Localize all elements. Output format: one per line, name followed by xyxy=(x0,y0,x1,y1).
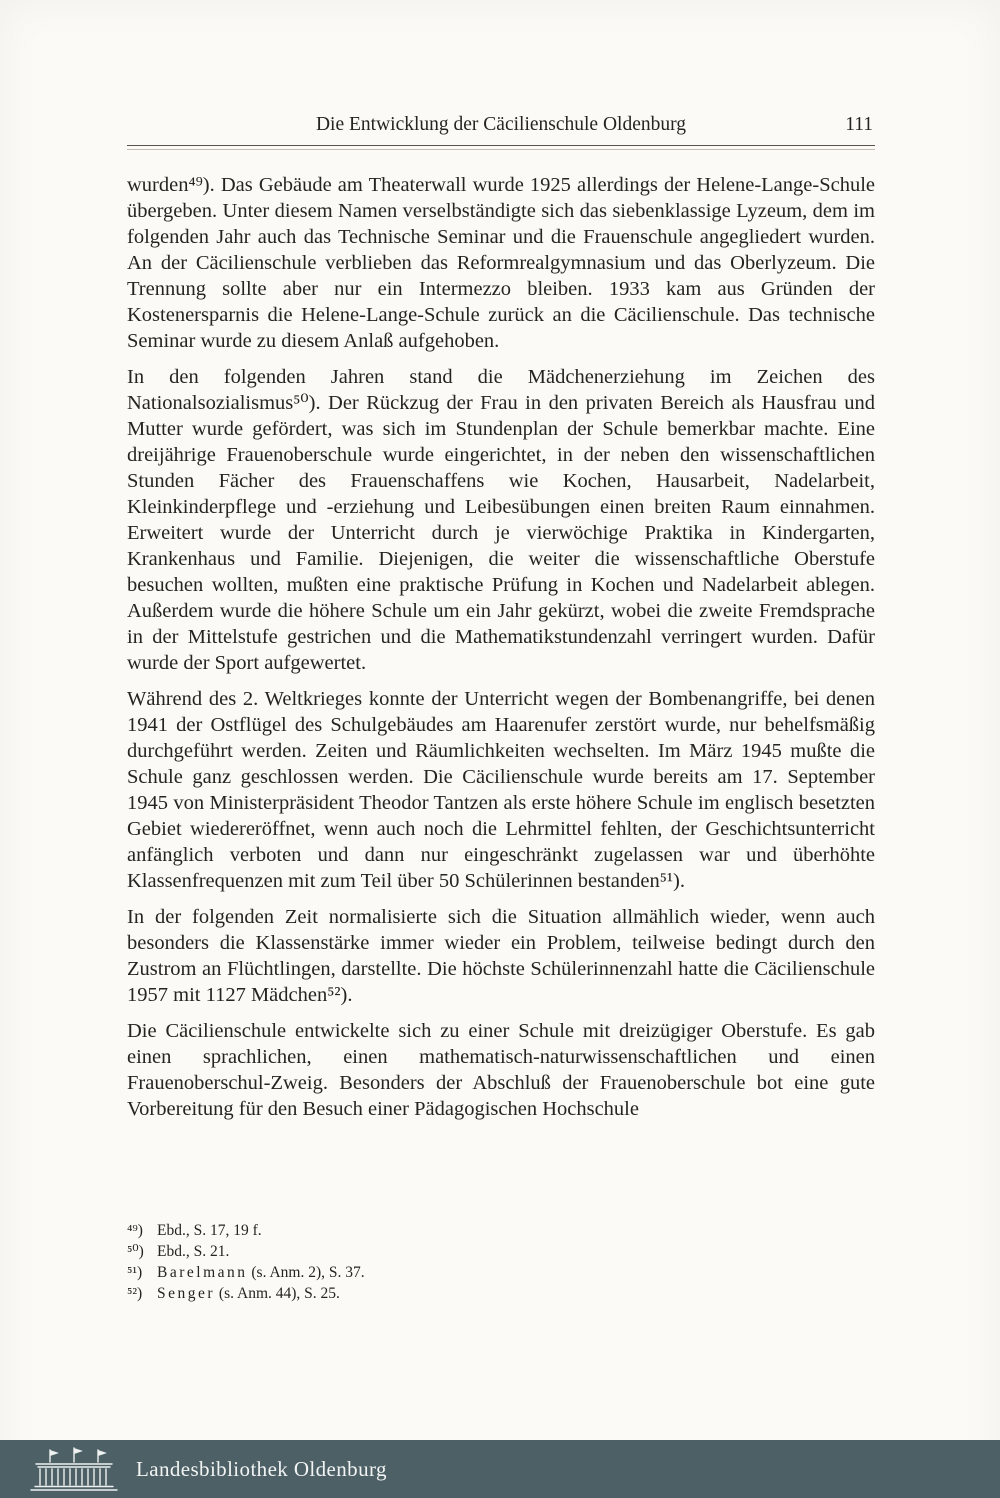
footnotes xyxy=(127,1220,875,1304)
library-building-icon xyxy=(28,1446,120,1492)
footnote-rest: Ebd., S. 17, 19 f. xyxy=(157,1222,262,1239)
running-title: Die Entwicklung der Cäcilienschule Oldenburg xyxy=(315,114,687,135)
footnote-author: Barelmann xyxy=(157,1264,248,1281)
page-number: 111 xyxy=(845,114,873,135)
footnote-text xyxy=(157,1220,875,1241)
footnote-rest: (s. Anm. 44), S. 25. xyxy=(215,1285,340,1302)
footer-bar xyxy=(0,1440,1000,1498)
footnote-rest: (s. Anm. 2), S. 37. xyxy=(247,1264,365,1281)
header-rule xyxy=(127,145,875,150)
footnote xyxy=(127,1283,875,1304)
footnote-marker: ⁵²) xyxy=(127,1285,143,1302)
body-paragraph: In der folgenden Zeit normalisierte sich die Situation allmählich wieder, wenn auch besonders die Klassenstärke immer wieder ein Problem, teilweise bedingt durch den Zustrom an Flüchtlingen, darstellte. Die höchste Schülerinnenzahl hatte die Cäcilienschule 1957 mit 1127 Mädchen⁵²). xyxy=(127,906,875,1006)
footnote-marker: ⁴⁹) xyxy=(127,1222,143,1239)
footnote xyxy=(127,1241,875,1262)
footnote-rest: Ebd., S. 21. xyxy=(157,1243,230,1260)
footnote-author: Senger xyxy=(157,1285,216,1302)
footnote-marker: ⁵⁰) xyxy=(127,1243,144,1260)
running-head xyxy=(127,112,875,140)
footnote xyxy=(127,1262,875,1283)
footnote-text xyxy=(157,1262,875,1283)
footnote-text xyxy=(157,1241,875,1262)
page-content xyxy=(127,112,875,1132)
body-paragraph: wurden⁴⁹). Das Gebäude am Theaterwall wurde 1925 allerdings der Helene-Lange-Schule übergeben. Unter diesem Namen verselbständigte sich das siebenklassige Lyzeum, dem im folgenden Jahr auch das Technische Seminar und die Frauenschule angegliedert wurden. An der Cäcilienschule verblieben das Reformrealgymnasium und das Oberlyzeum. Die Trennung sollte aber nur ein Intermezzo bleiben. 1933 kam aus Gründen der Kostenersparnis die Helene-Lange-Schule zurück an die Cäcilienschule. Das technische Seminar wurde zu diesem Anlaß aufgehoben. xyxy=(127,174,875,352)
library-name: Landesbibliothek Oldenburg xyxy=(136,1456,387,1481)
body-paragraph: Die Cäcilienschule entwickelte sich zu einer Schule mit dreizügiger Oberstufe. Es gab einen sprachlichen, einen mathematisch-naturwissenschaftlichen und einen Frauenoberschul-Zweig. Besonders der Abschluß der Frauenoberschule bot eine gute Vorbereitung für den Besuch einer Pädagogischen Hochschule xyxy=(127,1020,875,1120)
footnote-marker: ⁵¹) xyxy=(127,1264,143,1281)
body-text xyxy=(127,172,875,1122)
footnote-text xyxy=(157,1283,875,1304)
body-paragraph: Während des 2. Weltkrieges konnte der Unterricht wegen der Bombenangriffe, bei denen 1941 der Ostflügel des Schulgebäudes am Haarenufer zerstört wurde, nur behelfsmäßig durchgeführt werden. Zeiten und Räumlichkeiten wechselten. Im März 1945 mußte die Schule ganz geschlossen werden. Die Cäcilienschule wurde bereits am 17. September 1945 von Ministerpräsident Theodor Tantzen als erste höhere Schule im englisch besetzten Gebiet wiedereröffnet, wenn auch noch die Lehrmittel fehlten, der Geschichtsunterricht anfänglich verboten und dann nur eingeschränkt zugelassen war und überhöhte Klassenfrequenzen mit zum Teil über 50 Schülerinnen bestanden⁵¹). xyxy=(127,688,875,892)
footnote xyxy=(127,1220,875,1241)
body-paragraph: In den folgenden Jahren stand die Mädchenerziehung im Zeichen des Nationalsozialismus⁵⁰). Der Rückzug der Frau in den privaten Bereich als Hausfrau und Mutter wurde gefördert, was sich im Stundenplan der Schule bemerkbar machte. Eine dreijährige Frauenoberschule wurde eingerichtet, in der neben den wissenschaftlichen Stunden Fächer des Frauenschaffens wie Kochen, Hausarbeit, Nadelarbeit, Kleinkinderpflege und -erziehung und Leibesübungen einen breiten Raum einnahmen. Erweitert wurde der Unterricht durch je vierwöchige Praktika in Kindergarten, Krankenhaus und Familie. Diejenigen, die weiter die wissenschaftliche Oberstufe besuchen wollten, mußten eine praktische Prüfung in Kochen und Nadelarbeit ablegen. Außerdem wurde die höhere Schule um ein Jahr gekürzt, wobei die zweite Fremdsprache in der Mittelstufe gestrichen und die Mathematikstundenzahl verringert wurden. Dafür wurde der Sport aufgewertet. xyxy=(127,366,875,674)
